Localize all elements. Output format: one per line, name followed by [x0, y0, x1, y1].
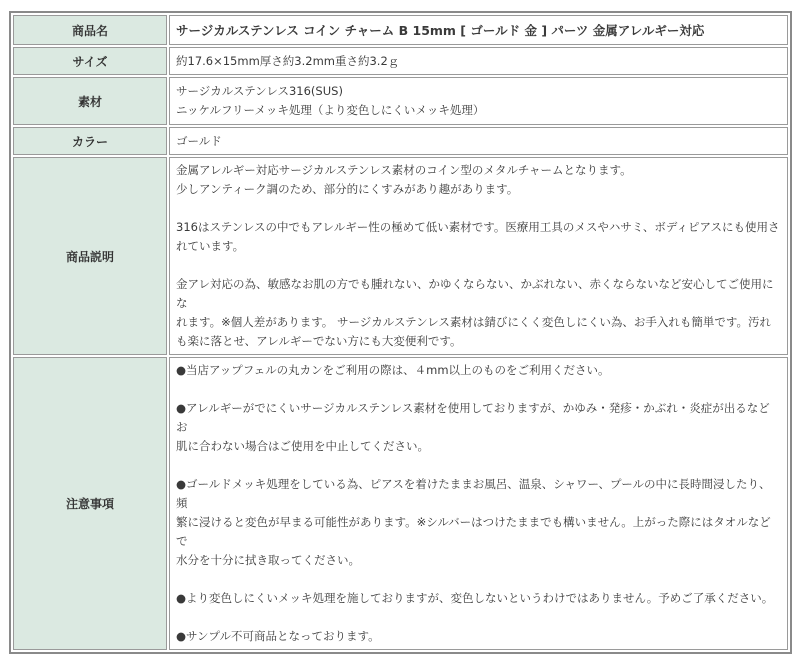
paragraph-gap [176, 380, 781, 399]
row-notes [13, 357, 788, 650]
text-line: れています。 [176, 239, 245, 253]
row-product-name [13, 15, 788, 45]
value-product-name: サージカルステンレス コイン チャーム B 15mm [ ゴールド 金 ] パーツ 金属アレルギー対応 [169, 15, 788, 45]
text-line: 金属アレルギー対応サージカルステンレス素材のコイン型のメタルチャームとなります。 [176, 163, 632, 177]
notes-paragraph [176, 475, 781, 570]
text-line: ●アレルギーがでにくいサージカルステンレス素材を使用しておりますが、かゆみ・発疹・かぶれ・炎症が出るなどお [176, 401, 770, 434]
text-line: 金アレ対応の為、敏感なお肌の方でも腫れない、かゆくならない、かぶれない、赤くならないなど安心してご使用にな [176, 277, 774, 310]
notes-paragraph [176, 589, 781, 608]
paragraph-gap [176, 608, 781, 627]
paragraph-gap [176, 199, 781, 218]
value-size: 約17.6×15mm厚さ約3.2mm重さ約3.2ｇ [169, 47, 788, 75]
text-line: ●当店アップフェルの丸カンをご利用の際は、４mm以上のものをご利用ください。 [176, 363, 610, 377]
notes-paragraph [176, 627, 781, 646]
description-paragraph [176, 275, 781, 351]
text-line: 肌に合わない場合はご使用を中止してください。 [176, 439, 429, 453]
text-line: も楽に落とせ、アレルギーでない方にも大変便利です。 [176, 334, 462, 348]
row-material [13, 77, 788, 125]
notes-paragraph [176, 399, 781, 456]
paragraph-gap [176, 570, 781, 589]
label-material: 素材 [13, 77, 167, 125]
label-color: カラー [13, 127, 167, 155]
product-spec-table [9, 11, 792, 654]
label-product-name: 商品名 [13, 15, 167, 45]
value-material [169, 77, 788, 125]
label-notes: 注意事項 [13, 357, 167, 650]
material-line: サージカルステンレス316(SUS) [176, 84, 343, 98]
text-line: 繁に浸けると変色が早まる可能性があります。※シルバーはつけたままでも構いません。上がった際にはタオルなどで [176, 515, 771, 548]
material-line: ニッケルフリーメッキ処理（より変色しにくいメッキ処理） [176, 103, 485, 117]
value-color: ゴールド [169, 127, 788, 155]
description-paragraph [176, 218, 781, 256]
paragraph-gap [176, 456, 781, 475]
text-line: れます。※個人差があります。 サージカルステンレス素材は錆びにくく変色しにくい為、お手入れも簡単です。汚れ [176, 315, 772, 329]
value-notes [169, 357, 788, 650]
paragraph-gap [176, 256, 781, 275]
text-line: ●ゴールドメッキ処理をしている為、ピアスを着けたままお風呂、温泉、シャワー、プールの中に長時間浸したり、頻 [176, 477, 771, 510]
text-line: ●サンプル不可商品となっております。 [176, 629, 380, 643]
text-line: 水分を十分に拭き取ってください。 [176, 553, 360, 567]
value-description [169, 157, 788, 355]
row-color [13, 127, 788, 155]
text-line: ●より変色しにくいメッキ処理を施しておりますが、変色しないというわけではありません。予めご了承ください。 [176, 591, 774, 605]
row-size [13, 47, 788, 75]
row-description [13, 157, 788, 355]
notes-paragraph [176, 361, 781, 380]
text-line: 少しアンティーク調のため、部分的にくすみがあり趣があります。 [176, 182, 519, 196]
text-line: 316はステンレスの中でもアレルギー性の極めて低い素材です。医療用工具のメスやハサミ、ボディピアスにも使用さ [176, 220, 780, 234]
label-description: 商品説明 [13, 157, 167, 355]
description-paragraph [176, 161, 781, 199]
label-size: サイズ [13, 47, 167, 75]
